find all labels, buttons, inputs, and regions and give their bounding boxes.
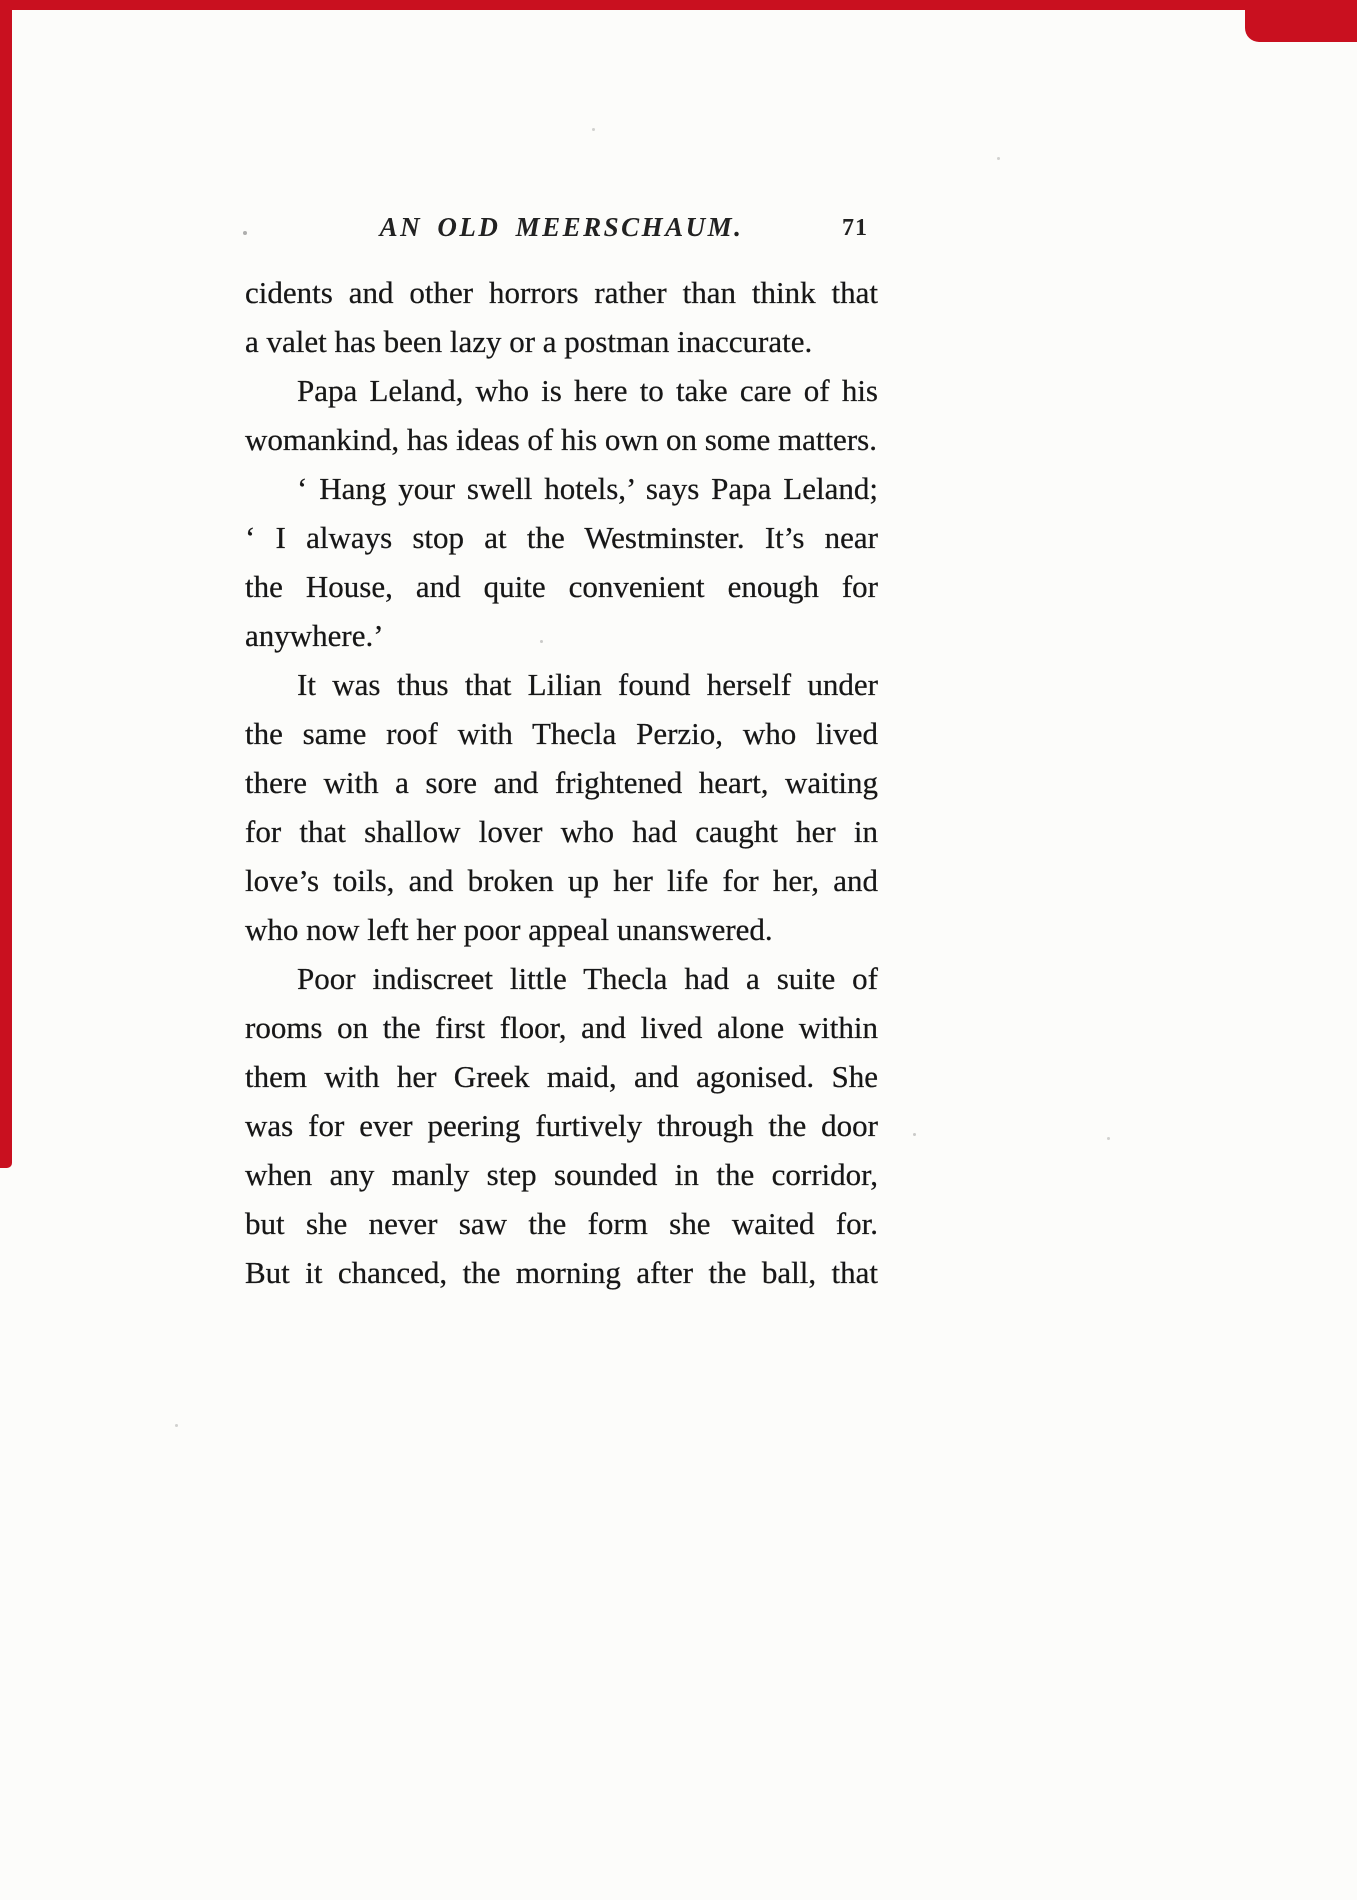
text-line: rooms on the first floor, and lived alone within [245,1010,878,1045]
text-line: ‘ Hang your swell hotels,’ says Papa Leland; [297,471,878,506]
scan-speck [243,231,247,235]
text-line: Poor indiscreet little Thecla had a suite of [297,961,878,996]
text-line: who now left her poor appeal unanswered. [245,912,773,947]
book-edge-top [0,0,1357,10]
paragraph [245,464,878,660]
text-line: But it chanced, the morning after the ball, that [245,1255,878,1290]
scan-speck [913,1133,916,1136]
text-line: the same roof with Thecla Perzio, who lived [245,716,878,751]
paragraph [245,660,878,954]
text-line: love’s toils, and broken up her life for her, and [245,863,878,898]
text-line: but she never saw the form she waited for. [245,1206,878,1241]
text-line: them with her Greek maid, and agonised. She [245,1059,878,1094]
scan-speck [997,157,1000,160]
text-line: Papa Leland, who is here to take care of his [297,373,878,408]
text-line: anywhere.’ [245,618,384,653]
text-line: the House, and quite convenient enough for [245,569,878,604]
book-edge-corner [1245,0,1357,42]
page-header [245,212,878,256]
text-line: when any manly step sounded in the corridor, [245,1157,878,1192]
text-line: womankind, has ideas of his own on some matters. [245,422,877,457]
page-number: 71 [842,215,868,241]
text-line: a valet has been lazy or a postman inaccurate. [245,324,813,359]
text-line: cidents and other horrors rather than think that [245,275,878,310]
body-text [245,268,878,1297]
paragraph [245,268,878,366]
text-line: there with a sore and frightened heart, waiting [245,765,878,800]
paragraph [245,954,878,1297]
scan-speck [592,128,595,131]
scan-speck [1107,1137,1110,1140]
scan-speck [540,640,543,643]
paragraph [245,366,878,464]
text-line: It was thus that Lilian found herself under [297,667,878,702]
text-line: ‘ I always stop at the Westminster. It’s near [245,520,878,555]
text-line: was for ever peering furtively through the door [245,1108,878,1143]
text-line: for that shallow lover who had caught her in [245,814,878,849]
running-title: AN OLD MEERSCHAUM. [379,212,744,242]
scan-speck [175,1424,178,1427]
book-edge-left [0,0,12,1168]
